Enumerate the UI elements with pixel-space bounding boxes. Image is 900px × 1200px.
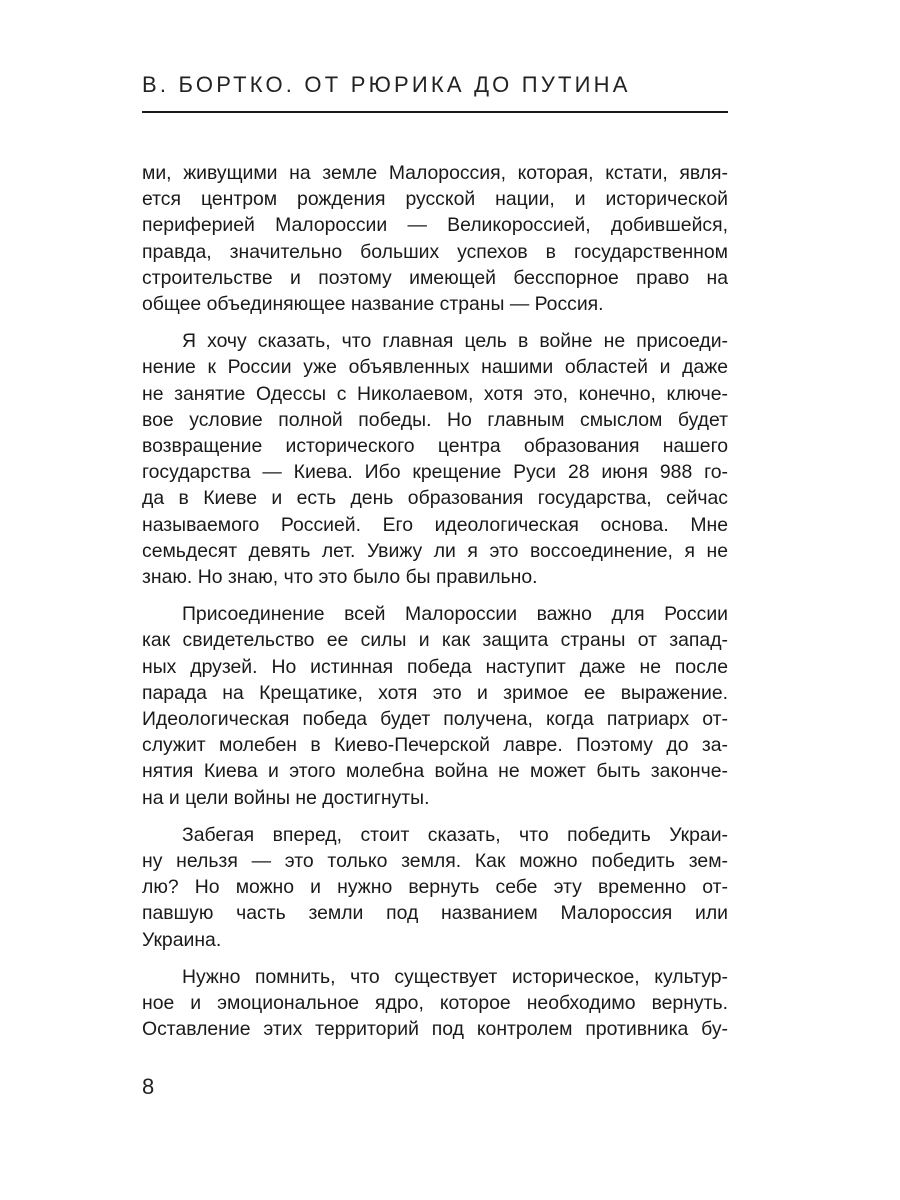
text-line: служит молебен в Киево-Печерской лавре. Поэтому до за- [142, 734, 728, 757]
text-line: Оставление этих территорий под контролем противника бу- [142, 1018, 728, 1041]
text-line: Присоединение всей Малороссии важно для России [182, 603, 728, 626]
text-line: павшую часть земли под названием Малороссия или [142, 902, 728, 925]
paragraph-5 [142, 964, 728, 1043]
page-number: 8 [142, 1074, 155, 1099]
text-line: ми, живущими на земле Малороссия, которая, кстати, явля- [142, 162, 728, 184]
header-rule [142, 111, 728, 113]
text-line: Украина. [142, 928, 222, 951]
text-line: Забегая вперед, стоит сказать, что победить Украи- [182, 823, 728, 846]
text-line: общее объединяющее название страны — Россия. [142, 293, 604, 316]
text-line: вое условие полной победы. Но главным смыслом будет [142, 408, 728, 431]
text-line: правда, значительно больших успехов в государственном [142, 240, 728, 263]
paragraph-3 [142, 601, 728, 811]
text-line: нятия Киева и этого молебна война не может быть закончe- [142, 760, 728, 783]
text-line: да в Киеве и есть день образования государства, сейчас [142, 487, 728, 510]
text-line: государства — Киева. Ибо крещение Руси 28 июня 988 го- [142, 461, 728, 484]
text-line: не занятие Одессы с Николаевом, хотя это, конечно, ключе- [142, 382, 728, 405]
text-line: семьдесят девять лет. Увижу ли я это воссоединение, я не [142, 539, 728, 562]
text-line: лю? Но можно и нужно вернуть себе эту временно от- [142, 876, 728, 899]
text-line: знаю. Но знаю, что это было бы правильно. [142, 566, 538, 589]
text-line: ных друзей. Но истинная победа наступит даже не после [142, 655, 728, 678]
text-line: ется центром рождения русской нации, и исторической [142, 188, 728, 211]
paragraph-4 [142, 822, 728, 953]
text-line: как свидетельство ее силы и как защита страны от запад- [142, 629, 728, 652]
text-line: строительстве и поэтому имеющей бесспорное право на [142, 266, 728, 289]
text-line: ну нельзя — это только земля. Как можно победить зем- [142, 850, 728, 873]
paragraph-1 [142, 160, 728, 317]
paragraph-2 [142, 328, 728, 590]
text-line: периферией Малороссии — Великороссией, добившейся, [142, 214, 728, 237]
text-line: на и цели войны не достигнуты. [142, 786, 430, 809]
text-line: возвращение исторического центра образования нашего [142, 435, 728, 458]
text-line: Идеологическая победа будет получена, когда патриарх от- [142, 708, 728, 731]
text-line: Я хочу сказать, что главная цель в войне не присоеди- [182, 330, 728, 353]
text-line: нение к России уже объявленных нашими областей и даже [142, 356, 728, 379]
text-line: ное и эмоциональное ядро, которое необходимо вернуть. [142, 992, 728, 1015]
running-head: В. БОРТКО. ОТ РЮРИКА ДО ПУТИНА [142, 72, 631, 97]
body-text [142, 160, 728, 1054]
text-line: Нужно помнить, что существует историческое, культур- [182, 965, 728, 988]
text-line: парада на Крещатике, хотя это и зримое ее выражение. [142, 681, 728, 704]
text-line: называемого Россией. Его идеологическая основа. Мне [142, 513, 728, 536]
